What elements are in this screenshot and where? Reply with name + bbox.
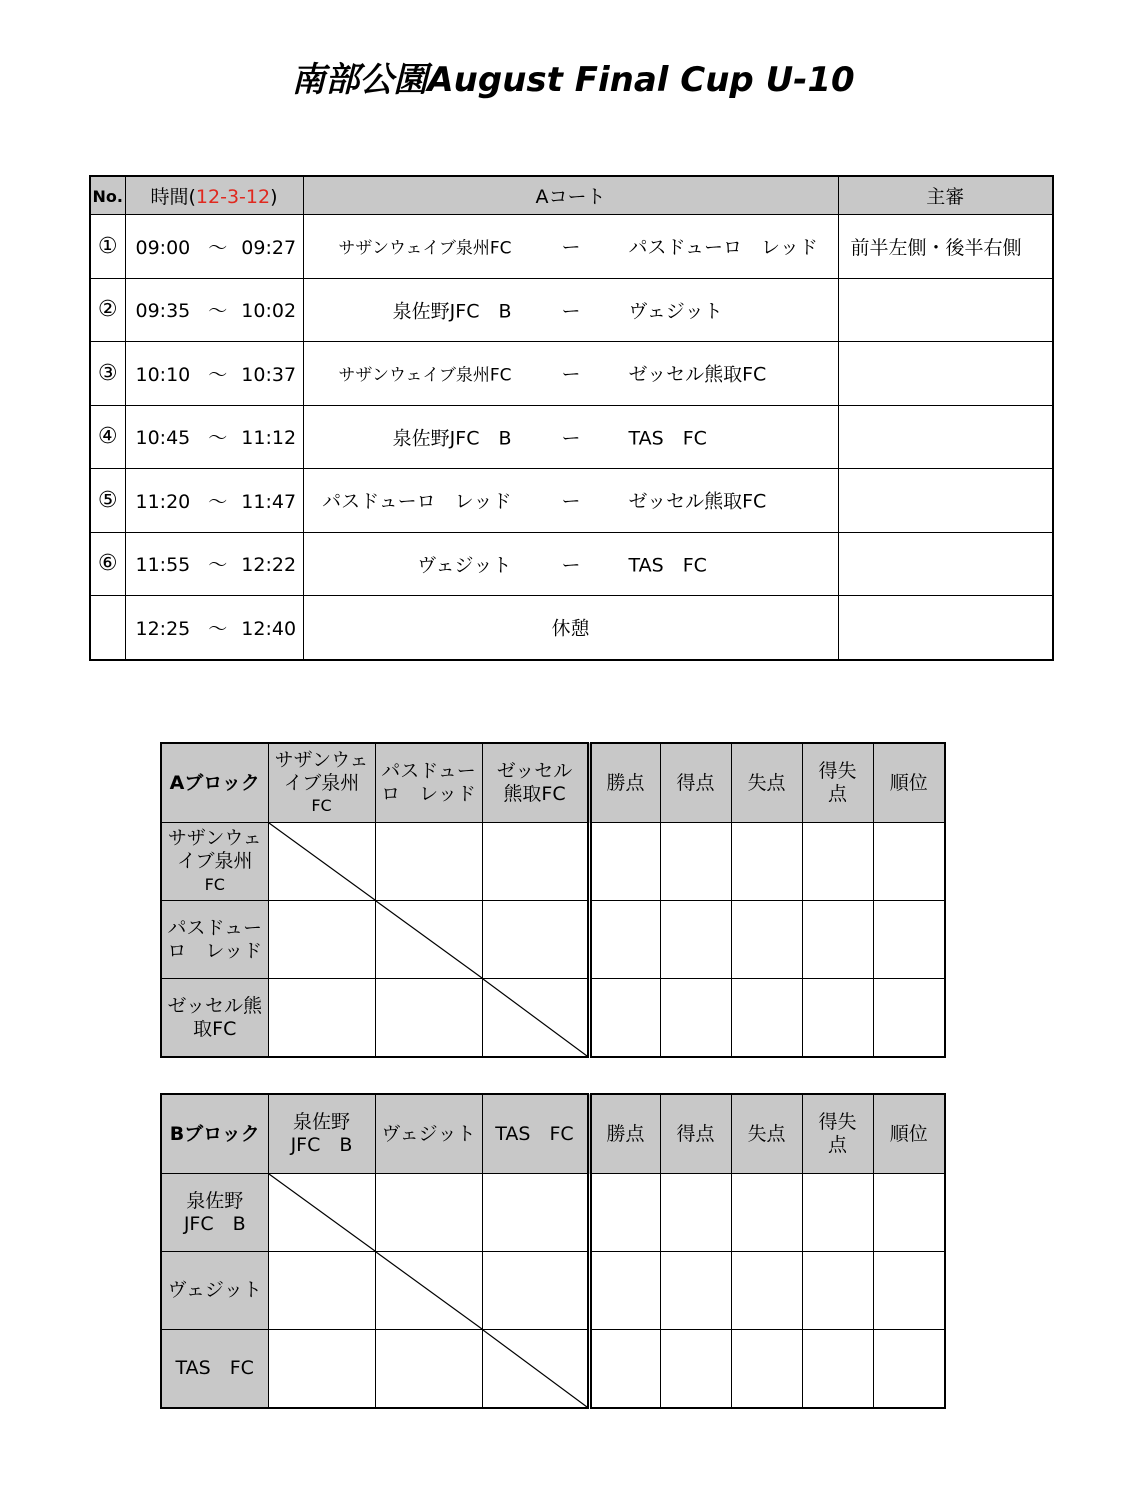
goal-diff-cell (802, 1252, 873, 1330)
match-teams: 泉佐野JFC B ー ヴェジット (303, 278, 838, 342)
result-cell (482, 1174, 589, 1252)
block-a-label: Aブロック (161, 743, 268, 823)
result-cell (375, 1330, 482, 1409)
block-a-table (160, 742, 946, 1058)
points-cell (589, 901, 660, 979)
block-b-table (160, 1093, 946, 1409)
result-cell (375, 979, 482, 1058)
result-cell (268, 1252, 375, 1330)
block-b-row (161, 1330, 945, 1409)
diagonal-cell (268, 823, 375, 901)
rank-cell (873, 823, 945, 901)
points-cell (589, 1252, 660, 1330)
block-a-col-team: パスドュー ロ レッド (375, 743, 482, 823)
header-goals-for: 得点 (660, 743, 731, 823)
rank-cell (873, 1330, 945, 1409)
header-points: 勝点 (589, 1094, 660, 1174)
rank-cell (873, 979, 945, 1058)
header-goal-diff: 得失 点 (802, 743, 873, 823)
diagonal-cell (482, 1330, 589, 1409)
away-team: ヴェジット (628, 300, 723, 323)
break-referee (838, 596, 1053, 660)
block-a-row-team: ゼッセル熊 取FC (161, 979, 268, 1058)
break-label-cell (303, 596, 838, 660)
result-cell (482, 901, 589, 979)
match-number: ② (90, 278, 125, 342)
block-a-row (161, 823, 945, 901)
match-row (90, 342, 1053, 406)
home-team: 泉佐野JFC B (392, 427, 512, 450)
diagonal-cell (375, 901, 482, 979)
goals-for-cell (660, 823, 731, 901)
match-row (90, 405, 1053, 469)
match-time: 10:10 ～ 10:37 (125, 342, 303, 406)
result-cell (268, 901, 375, 979)
away-team: ゼッセル熊取FC (628, 363, 767, 386)
header-time: 時間(12-3-12) (125, 176, 303, 215)
points-cell (589, 1174, 660, 1252)
block-b-row-team: ヴェジット (161, 1252, 268, 1330)
match-row (90, 469, 1053, 533)
rank-cell (873, 1174, 945, 1252)
block-a-row (161, 979, 945, 1058)
goal-diff-cell (802, 901, 873, 979)
away-team: ゼッセル熊取FC (628, 490, 767, 513)
match-number: ① (90, 215, 125, 279)
goals-for-cell (660, 979, 731, 1058)
goals-for-cell (660, 901, 731, 979)
goals-against-cell (731, 979, 802, 1058)
home-team: 泉佐野JFC B (392, 300, 512, 323)
diagonal-cell (268, 1174, 375, 1252)
break-number (90, 596, 125, 660)
schedule-table (89, 175, 1054, 661)
header-no: No. (90, 176, 125, 215)
points-cell (589, 823, 660, 901)
goals-for-cell (660, 1330, 731, 1409)
home-team: サザンウェイブ泉州FC (338, 238, 512, 259)
match-number: ⑤ (90, 469, 125, 533)
block-b-col-team: 泉佐野 JFC B (268, 1094, 375, 1174)
result-cell (375, 823, 482, 901)
result-cell (268, 979, 375, 1058)
goals-for-cell (660, 1174, 731, 1252)
result-cell (268, 1330, 375, 1409)
match-time: 11:55 ～ 12:22 (125, 532, 303, 596)
page-title: 南部公園August Final Cup U-10 (291, 60, 855, 100)
match-row (90, 215, 1053, 279)
goal-diff-cell (802, 1330, 873, 1409)
header-goal-diff: 得失 点 (802, 1094, 873, 1174)
away-team: パスドューロ レッド (628, 236, 818, 259)
match-teams: ヴェジット ー TAS FC (303, 532, 838, 596)
header-rank: 順位 (873, 1094, 945, 1174)
goal-diff-cell (802, 1174, 873, 1252)
match-number: ③ (90, 342, 125, 406)
block-a-row-team: サザンウェ イブ泉州 FC (161, 823, 268, 901)
match-teams: サザンウェイブ泉州FC ー ゼッセル熊取FC (303, 342, 838, 406)
goals-against-cell (731, 1330, 802, 1409)
match-referee: 前半左側・後半右側 (838, 215, 1053, 279)
match-time: 10:45 ～ 11:12 (125, 405, 303, 469)
block-b-row (161, 1174, 945, 1252)
match-time: 09:00 ～ 09:27 (125, 215, 303, 279)
goals-against-cell (731, 1174, 802, 1252)
match-referee (838, 342, 1053, 406)
match-time: 09:35 ～ 10:02 (125, 278, 303, 342)
header-court: Aコート (303, 176, 838, 215)
match-number: ④ (90, 405, 125, 469)
home-team: ヴェジット (417, 554, 512, 577)
result-cell (482, 823, 589, 901)
header-goals-for: 得点 (660, 1094, 731, 1174)
header-time-format: 12-3-12 (195, 186, 271, 208)
goals-against-cell (731, 901, 802, 979)
block-b-label: Bブロック (161, 1094, 268, 1174)
points-cell (589, 1330, 660, 1409)
match-teams: 泉佐野JFC B ー TAS FC (303, 405, 838, 469)
result-cell (482, 1252, 589, 1330)
match-teams: パスドューロ レッド ー ゼッセル熊取FC (303, 469, 838, 533)
block-b-row (161, 1252, 945, 1330)
schedule-header-row (90, 176, 1053, 215)
goals-against-cell (731, 1252, 802, 1330)
away-team: TAS FC (628, 554, 707, 577)
block-a-header-row (161, 743, 945, 823)
result-cell (375, 1174, 482, 1252)
header-goals-against: 失点 (731, 743, 802, 823)
header-goals-against: 失点 (731, 1094, 802, 1174)
rank-cell (873, 1252, 945, 1330)
block-b-col-team: TAS FC (482, 1094, 589, 1174)
match-teams: サザンウェイブ泉州FC ー パスドューロ レッド (303, 215, 838, 279)
match-referee (838, 532, 1053, 596)
break-label: 休憩 (551, 617, 590, 640)
points-cell (589, 979, 660, 1058)
match-time: 11:20 ～ 11:47 (125, 469, 303, 533)
match-referee (838, 278, 1053, 342)
block-b-row-team: 泉佐野 JFC B (161, 1174, 268, 1252)
goals-for-cell (660, 1252, 731, 1330)
break-row (90, 596, 1053, 660)
header-referee: 主審 (838, 176, 1053, 215)
home-team: サザンウェイブ泉州FC (338, 365, 512, 386)
block-a-col-team: サザンウェ イブ泉州 FC (268, 743, 375, 823)
match-number: ⑥ (90, 532, 125, 596)
match-referee (838, 469, 1053, 533)
header-rank: 順位 (873, 743, 945, 823)
diagonal-cell (482, 979, 589, 1058)
goals-against-cell (731, 823, 802, 901)
match-row (90, 532, 1053, 596)
block-b-header-row (161, 1094, 945, 1174)
block-b-col-team: ヴェジット (375, 1094, 482, 1174)
match-row (90, 278, 1053, 342)
block-a-col-team: ゼッセル 熊取FC (482, 743, 589, 823)
diagonal-cell (375, 1252, 482, 1330)
rank-cell (873, 901, 945, 979)
match-referee (838, 405, 1053, 469)
home-team: パスドューロ レッド (322, 490, 512, 513)
block-a-row-team: パスドュー ロ レッド (161, 901, 268, 979)
block-b-row-team: TAS FC (161, 1330, 268, 1409)
away-team: TAS FC (628, 427, 707, 450)
goal-diff-cell (802, 979, 873, 1058)
break-time: 12:25 ～ 12:40 (125, 596, 303, 660)
goal-diff-cell (802, 823, 873, 901)
block-a-row (161, 901, 945, 979)
header-points: 勝点 (589, 743, 660, 823)
